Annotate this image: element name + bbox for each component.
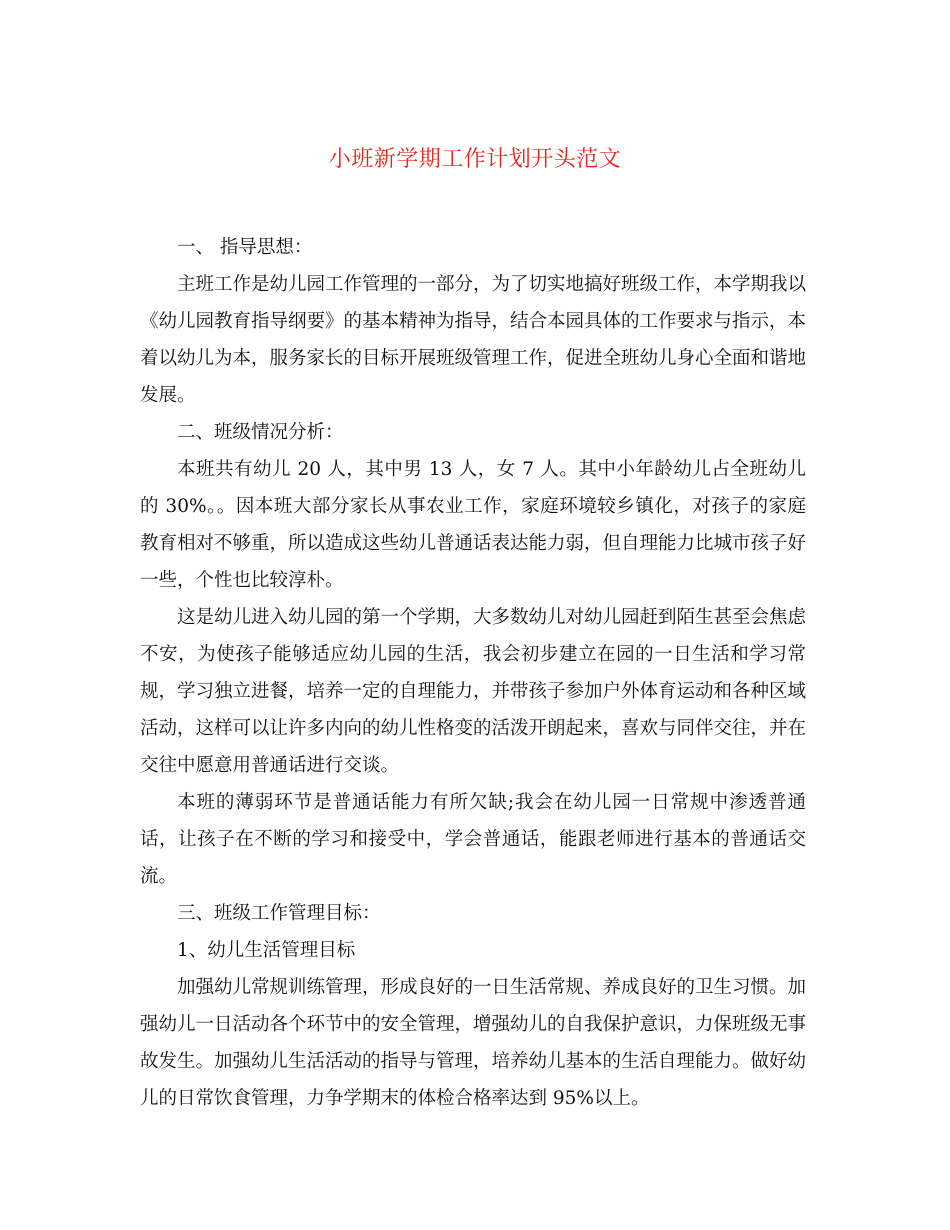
paragraph-class-composition: 本班共有幼儿 20 人，其中男 13 人，女 7 人。其中小年龄幼儿占全班幼儿的 30%。。因本班大部分家长从事农业工作，家庭环境较乡镇化，对孩子的家庭教育相对不够重，所以造成这些幼儿普通话表达能力弱，但自理能力比城市孩子好一些，个性也比较淳朴。	[140, 459, 807, 591]
paragraph-guiding-ideology: 主班工作是幼儿园工作管理的一部分，为了切实地搞好班级工作，本学期我以《幼儿园教育指导纲要》的基本精神为指导，结合本园具体的工作要求与指示，本着以幼儿为本，服务家长的目标开展班级管理工作，促进全班幼儿身心全面和谐地发展。	[140, 274, 807, 406]
document-body	[140, 229, 806, 1117]
section-heading-class-analysis: 二、班级情况分析：	[177, 422, 344, 443]
paragraph-weakness: 本班的薄弱环节是普通话能力有所欠缺;我会在幼儿园一日常规中渗透普通话，让孩子在不断的学习和接受中，学会普通话，能跟老师进行基本的普通话交流。	[140, 792, 806, 887]
paragraph-first-semester: 这是幼儿进入幼儿园的第一个学期，大多数幼儿对幼儿园赶到陌生甚至会焦虑不安，为使孩子能够适应幼儿园的生活，我会初步建立在园的一日生活和学习常规，学习独立进餐，培养一定的自理能力，并带孩子参加户外体育运动和各种区域活动，这样可以让许多内向的幼儿性格变的活泼开朗起来，喜欢与同伴交往，并在交往中愿意用普通话进行交谈。	[140, 607, 807, 776]
subheading-life-management: 1、幼儿生活管理目标	[177, 940, 356, 961]
section-heading-guiding-ideology: 一、 指导思想：	[177, 237, 313, 258]
section-heading-management-goals: 三、班级工作管理目标：	[177, 903, 381, 924]
paragraph-life-management: 加强幼儿常规训练管理，形成良好的一日生活常规、养成良好的卫生习惯。加强幼儿一日活动各个环节中的安全管理，增强幼儿的自我保护意识，力保班级无事故发生。加强幼儿生活活动的指导与管理，培养幼儿基本的生活自理能力。做好幼儿的日常饮食管理，力争学期末的体检合格率达到 95%以上。	[140, 977, 807, 1109]
document-title: 小班新学期工作计划开头范文	[328, 147, 622, 172]
